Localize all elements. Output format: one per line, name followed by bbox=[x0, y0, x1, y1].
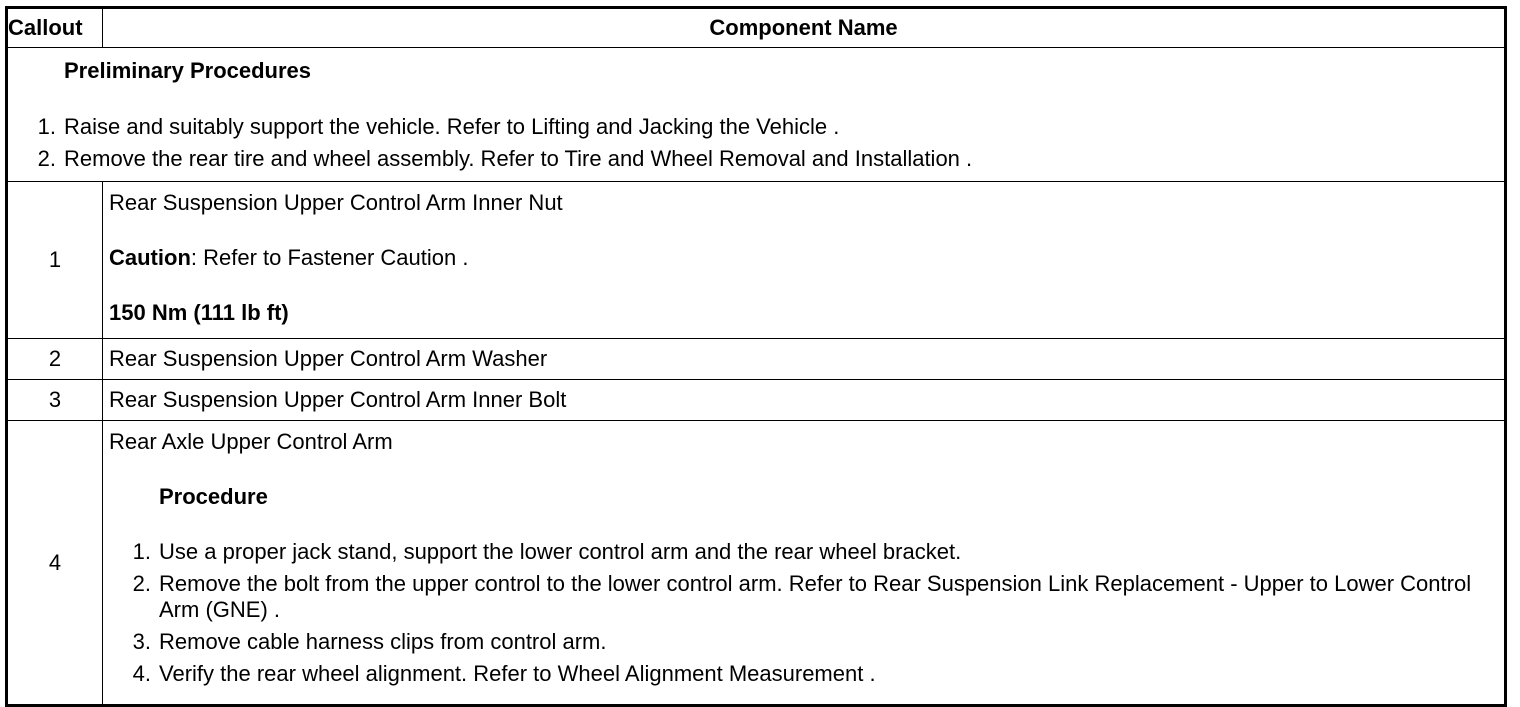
list-item bbox=[37, 146, 1498, 172]
step-number: 4. bbox=[132, 661, 151, 686]
step-number: 2. bbox=[132, 571, 151, 596]
component-name: Rear Suspension Upper Control Arm Inner Nut bbox=[109, 190, 563, 215]
list-item bbox=[132, 629, 1504, 655]
component-cell bbox=[103, 421, 1506, 706]
preliminary-cell bbox=[7, 48, 1506, 182]
header-row bbox=[7, 8, 1506, 48]
caution-text: : Refer to Fastener Caution . bbox=[190, 245, 469, 270]
table-row bbox=[7, 421, 1506, 706]
preliminary-steps bbox=[28, 114, 1498, 172]
header-callout: Callout bbox=[7, 8, 103, 48]
list-item bbox=[37, 114, 1498, 140]
list-item bbox=[132, 571, 1504, 623]
torque-spec: 150 Nm (111 lb ft) bbox=[109, 300, 289, 325]
step-text: Remove the bolt from the upper control to the lower control arm. Refer to Rear Suspension Link Replacement - Upper to Lower Control Arm (GNE) . bbox=[159, 571, 1472, 622]
caution-label: Caution bbox=[109, 245, 191, 270]
step-text: Raise and suitably support the vehicle. Refer to Lifting and Jacking the Vehicle . bbox=[64, 114, 840, 139]
step-text: Remove cable harness clips from control arm. bbox=[159, 629, 607, 654]
preliminary-title: Preliminary Procedures bbox=[64, 58, 312, 83]
caution-note bbox=[109, 245, 1504, 271]
step-text: Verify the rear wheel alignment. Refer to Wheel Alignment Measurement . bbox=[159, 661, 876, 686]
callout-number: 2 bbox=[7, 339, 103, 380]
component-name: Rear Suspension Upper Control Arm Inner Bolt bbox=[103, 380, 1506, 421]
callout-number: 4 bbox=[7, 421, 103, 706]
list-item bbox=[132, 661, 1504, 687]
table-row bbox=[7, 339, 1506, 380]
step-number: 1. bbox=[132, 539, 151, 564]
step-number: 3. bbox=[132, 629, 151, 654]
procedure-steps bbox=[109, 539, 1504, 687]
table-row bbox=[7, 380, 1506, 421]
component-name: Rear Suspension Upper Control Arm Washer bbox=[103, 339, 1506, 380]
list-item bbox=[132, 539, 1504, 565]
step-number: 1. bbox=[37, 114, 56, 139]
callout-number: 1 bbox=[7, 182, 103, 339]
preliminary-row bbox=[7, 48, 1506, 182]
procedure-title: Procedure bbox=[159, 484, 268, 509]
component-name: Rear Axle Upper Control Arm bbox=[109, 429, 393, 454]
component-table bbox=[5, 6, 1507, 707]
header-component-name: Component Name bbox=[103, 8, 1506, 48]
callout-number: 3 bbox=[7, 380, 103, 421]
table-row bbox=[7, 182, 1506, 339]
step-text: Remove the rear tire and wheel assembly. Refer to Tire and Wheel Removal and Installation . bbox=[64, 146, 973, 171]
step-text: Use a proper jack stand, support the lower control arm and the rear wheel bracket. bbox=[159, 539, 962, 564]
component-cell bbox=[103, 182, 1506, 339]
step-number: 2. bbox=[37, 146, 56, 171]
